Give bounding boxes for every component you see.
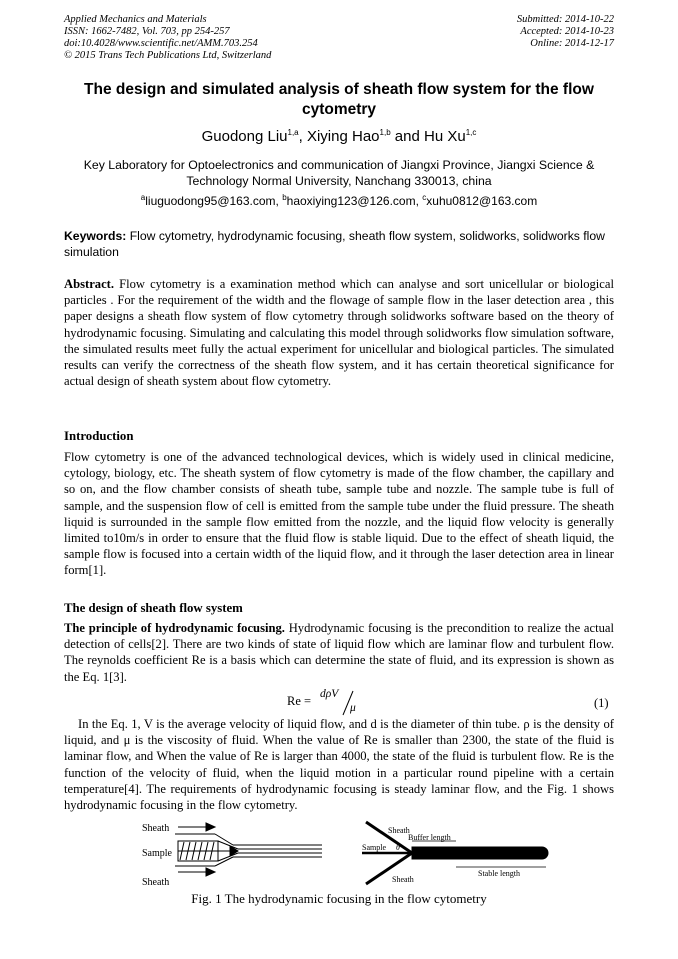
label-buffer-length: Buffer length <box>408 833 451 842</box>
label-right-sample: Sample <box>362 843 386 852</box>
copyright: © 2015 Trans Tech Publications Ltd, Switzerland <box>64 50 272 61</box>
author-sup: 1,a <box>287 128 299 137</box>
figure-1 <box>130 818 550 898</box>
dates <box>517 14 614 50</box>
email-sup: c <box>422 193 427 202</box>
doi: doi:10.4028/www.scientific.net/AMM.703.254 <box>64 38 258 49</box>
abstract-label: Abstract. <box>64 277 115 291</box>
keywords <box>64 229 614 260</box>
intro-paragraph: Flow cytometry is one of the advanced technological devices, which is widely used in clinical medicine, cytology, biology, etc. The sheath system of flow cytometry is made of the flow chamber, the capillary and so on, and the flow chamber consists of sheath tube, sample tube and nozzle. The sample tube is full of sample, and the suspension flow of cell is emitted from the sample tube under the fluid pressure. The sheath liquid is surrounded in the sample flow emitted from the nozzle, and the liquid flow velocity is generally limited to10m/s in order to ensure that the fluid flow is stable liquid. Due to the effect of sheath liquid, the sample flow is focused into a certain width of the liquid flow, and it through the laser detection area in linear form[1]. <box>64 450 614 578</box>
submitted-date: Submitted: 2014-10-22 <box>516 14 614 25</box>
journal-info <box>64 14 271 62</box>
label-right-sheath-top: Sheath <box>388 826 410 835</box>
keywords-label: Keywords: <box>64 229 127 243</box>
eq-denominator: μ <box>350 702 356 714</box>
email[interactable]: liuguodong95@163.com <box>145 194 276 208</box>
author: Hu Xu <box>424 128 466 145</box>
section-heading-introduction: Introduction <box>64 429 134 443</box>
keywords-text: Flow cytometry, hydrodynamic focusing, sheath flow system, solidworks, solidworks flow simulation <box>64 229 605 259</box>
email-sup: a <box>140 193 146 202</box>
separator: , <box>298 128 307 145</box>
principle-paragraph <box>64 620 614 685</box>
online-date: Online: 2014-12-17 <box>530 38 614 49</box>
label-sample: Sample <box>142 848 172 859</box>
affiliation: Key Laboratory for Optoelectronics and communication of Jiangxi Province, Jiangxi Science & Technology Normal University, Nanchang 330013, china <box>83 158 595 188</box>
label-stable-length: Stable length <box>478 869 520 878</box>
email-sup: b <box>282 193 287 202</box>
issn: ISSN: 1662-7482, Vol. 703, pp 254-257 <box>64 26 230 37</box>
section-heading-design: The design of sheath flow system <box>64 601 243 615</box>
email[interactable]: haoxiying123@126.com <box>286 194 416 208</box>
journal-name: Applied Mechanics and Materials <box>64 14 207 25</box>
label-sheath-top: Sheath <box>142 823 170 834</box>
author-sup: 1,c <box>465 128 477 137</box>
paper-title: The design and simulated analysis of sheath flow system for the flow cytometry <box>84 81 594 118</box>
authors <box>64 128 614 145</box>
abstract <box>64 276 614 389</box>
author: Guodong Liu <box>201 128 288 145</box>
eq-numerator: dρV <box>320 688 339 700</box>
eq-lhs: Re = <box>287 694 312 708</box>
emails: $^a$liuguodong95@163.com, $^b$haoxiying123@126.com, $^c$xuhu0812@163.com <box>140 193 538 208</box>
eq-number: (1) <box>594 696 609 710</box>
email[interactable]: xuhu0812@163.com <box>426 194 538 208</box>
author: Xiying Hao <box>306 128 380 145</box>
left-nozzle-diagram <box>175 823 322 876</box>
label-sheath-bottom: Sheath <box>142 877 170 888</box>
accepted-date: Accepted: 2014-10-23 <box>520 26 614 37</box>
subsection-label: The principle of hydrodynamic focusing. <box>64 621 285 635</box>
author-sup: 1,b <box>379 128 391 137</box>
figure-caption: Fig. 1 The hydrodynamic focusing in the flow cytometry <box>191 891 487 906</box>
para-reynolds: In the Eq. 1, V is the average velocity of liquid flow, and d is the diameter of thin tube. ρ is the density of liquid, and μ is the viscosity of fluid. When the value of Re is smaller than 2300, the state of the fluid is laminar flow, and When the value of Re is larger than 4000, the state of the fluid is turbulent flow. Re is the function of the velocity of fluid, when the liquid motion in a particular round pipeline with a certain temperature[4]. The requirements of hydrodynamic focusing is steady laminar flow, and the Fig. 1 shows hydrodynamic focusing in the flow cytometry. <box>64 717 614 813</box>
figure-1-diagram <box>130 818 550 893</box>
label-right-sheath-bottom: Sheath <box>392 875 414 884</box>
separator: and <box>390 128 425 145</box>
abstract-text: Flow cytometry is a examination method which can analyse and sort unicellular or biological particles . For the requirement of the width and the flowage of sample flow in the laser detection area , this paper designs a sheath flow system of flow cytometry through solidworks software based on the theory of hydrodynamic focusing. Simulating and calculating this model through solidworks flow simulation software, the simulated results meet fully the actual experiment for unicellular and biological particles. The simulated results can verify the correctness of the sheath flow system, and it has certain theoretical significance for actual design of sheath system about flow cytometry. <box>64 277 614 389</box>
label-theta: θ <box>396 843 400 852</box>
principle-text: Hydrodynamic focusing is the precondition to realize the actual detection of cells[2]. There are two kinds of state of liquid flow which are laminar flow and turbulent flow. The reynolds coefficient Re is a basis which can determine the state of fluid, and its expression is shown as the Eq. 1[3]. <box>64 621 614 684</box>
